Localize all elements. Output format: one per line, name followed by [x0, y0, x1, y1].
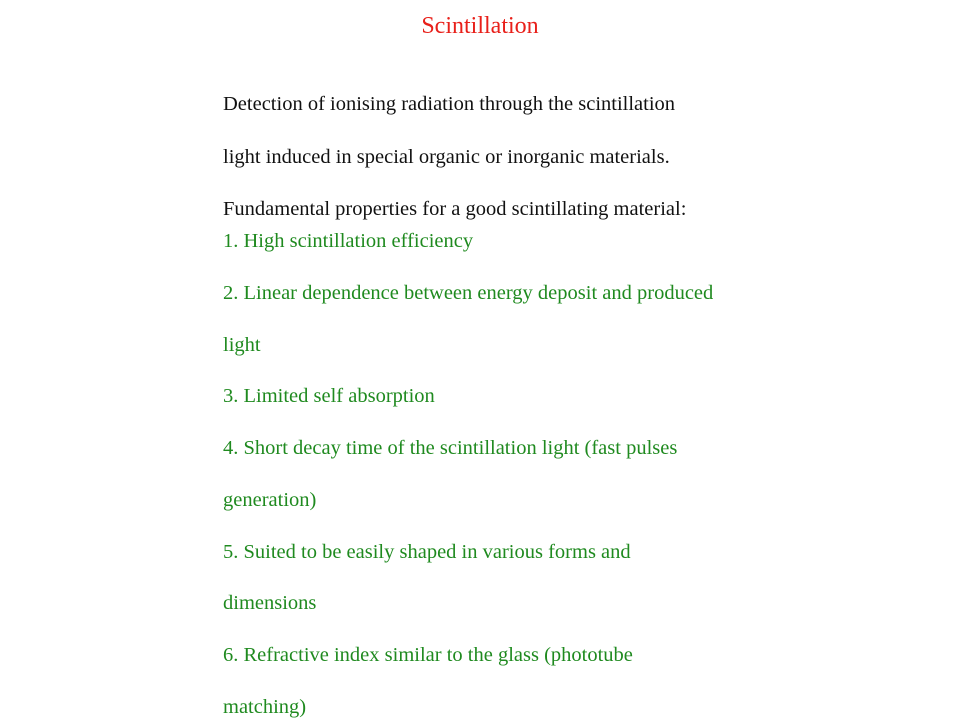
- property-line-6: generation): [223, 489, 317, 511]
- property-line-1: 1. High scintillation efficiency: [223, 230, 474, 252]
- property-line-9: 6. Refractive index similar to the glass (phototube: [223, 644, 633, 666]
- property-line-8: dimensions: [223, 592, 317, 614]
- property-line-10: matching): [223, 696, 307, 718]
- property-line-4: 3. Limited self absorption: [223, 385, 435, 407]
- intro-line-1: Detection of ionising radiation through the scintillation: [223, 93, 676, 115]
- property-line-7: 5. Suited to be easily shaped in various forms and: [223, 541, 631, 563]
- intro-line-2: light induced in special organic or inorganic materials.: [223, 146, 670, 168]
- property-line-2: 2. Linear dependence between energy deposit and produced: [223, 282, 714, 304]
- property-line-5: 4. Short decay time of the scintillation light (fast pulses: [223, 437, 678, 459]
- slide-title: Scintillation: [421, 13, 539, 39]
- property-line-3: light: [223, 334, 261, 356]
- intro-line-3: Fundamental properties for a good scintillating material:: [223, 198, 687, 220]
